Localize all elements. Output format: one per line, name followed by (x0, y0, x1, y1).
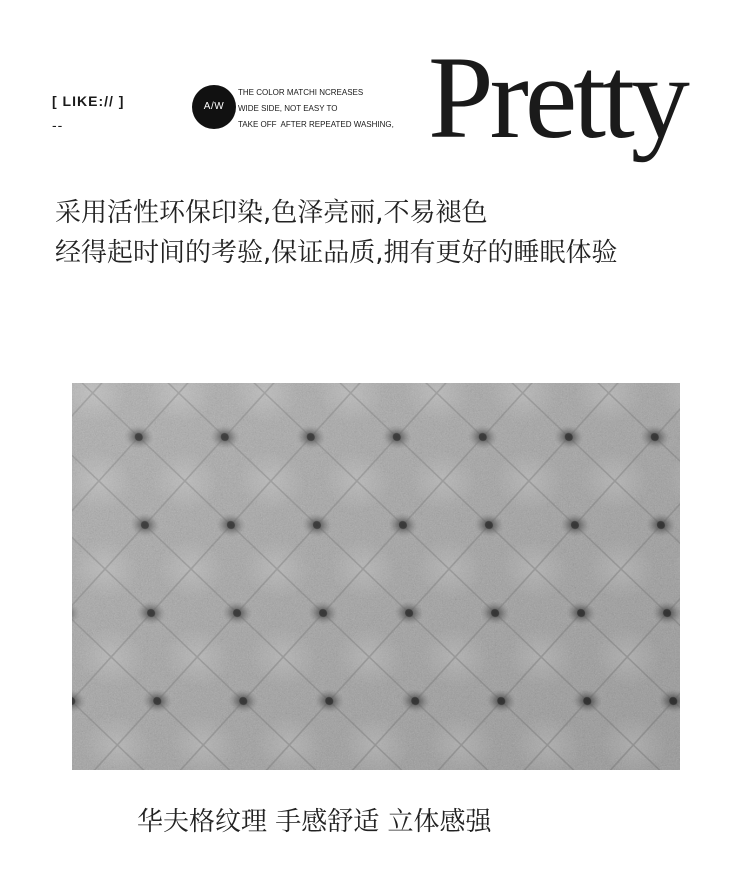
aw-badge: A/W (192, 85, 236, 129)
description-line: 经得起时间的考验,保证品质,拥有更好的睡眠体验 (55, 238, 618, 268)
blurb-line: THE COLOR MATCHI NCREASES (238, 88, 364, 97)
tag-dash: -- (52, 117, 64, 133)
pretty-wordmark: Pretty (428, 32, 686, 163)
like-tag: [ LIKE:// ] (52, 93, 125, 109)
texture-caption: 华夫格纹理 手感舒适 立体感强 (137, 807, 492, 837)
fabric-texture-photo (72, 383, 680, 770)
fabric-shading (72, 383, 680, 770)
description-line: 采用活性环保印染,色泽亮丽,不易褪色 (55, 198, 488, 228)
blurb-line: WIDE SIDE, NOT EASY TO (238, 104, 338, 113)
english-blurb (238, 85, 394, 133)
blurb-line: TAKE OFF AFTER REPEATED WASHING, (238, 120, 394, 129)
